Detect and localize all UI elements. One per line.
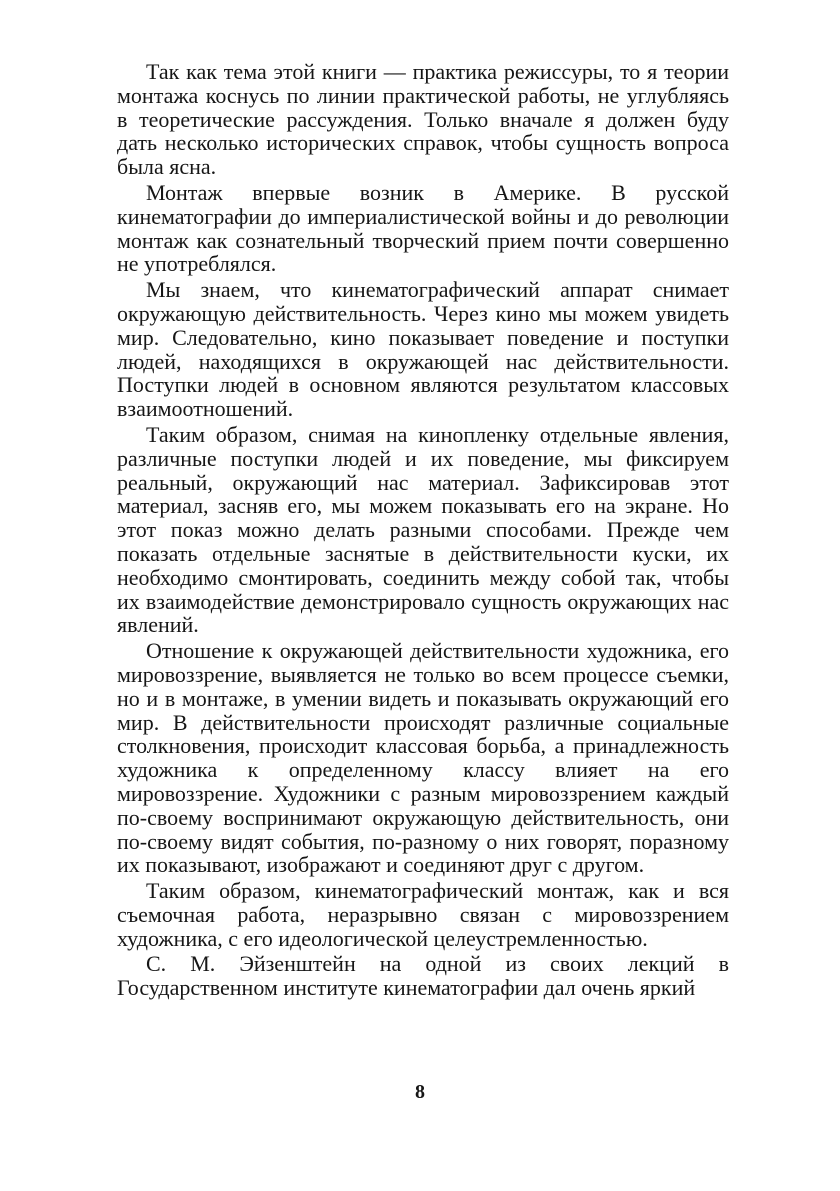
paragraph-1: Так как тема этой книги — практика режиссуры, то я теории монтажа коснусь по линии практической работы, не углубляясь в теоретические рассуждения. Только вначале я должен буду дать несколько исторических справок, чтобы сущность вопроса была ясна. [117, 59, 729, 180]
paragraph-2: Монтаж впервые возник в Америке. В русской кинематографии до империалистической войны и до революции монтаж как сознательный творческий прием почти совершенно не употреблялся. [117, 179, 729, 277]
paragraph-3: Мы знаем, что кинематографический аппарат снимает окружающую действительность. Через кино мы можем увидеть мир. Следовательно, кино показывает поведение и поступки людей, находящихся в окружающей нас действительности. Поступки людей в основном являются результатом классовых взаимоотношений. [117, 277, 729, 422]
paragraph-5: Отношение к окружающей действительности художника, его мировоззрение, выявляется не только во всем процессе съемки, но и в монтаже, в умении видеть и показывать окружающий его мир. В действительности происходят различные социальные столкновения, происходит классовая борьба, а принадлежность художника к определенному классу влияет на его мировоззрение. Художники с разным мировоззрением каждый по-своему воспринимают окружающую действительность, они по-своему видят события, по-разному о них говорят, поразному их показывают, изображают и соединяют друг с другом. [117, 638, 729, 878]
body-text [117, 60, 729, 1002]
paragraph-4: Таким образом, снимая на кинопленку отдельные явления, различные поступки людей и их поведение, мы фиксируем реальный, окружающий нас материал. Зафиксировав этот материал, засняв его, мы можем показывать его на экране. Но этот показ можно делать разными способами. Прежде чем показать отдельные заснятые в действительности куски, их необходимо смонтировать, соединить между собой так, чтобы их взаимодействие демонстрировало сущность окружающих нас явлений. [117, 421, 729, 638]
paragraph-6: Таким образом, кинематографический монтаж, как и вся съемочная работа, неразрывно связан с мировоззрением художника, с его идеологической целеустремленностью. [117, 878, 729, 951]
page-number: 8 [415, 1081, 425, 1103]
paragraph-7: С. М. Эйзенштейн на одной из своих лекций в Государственном институте кинематографии дал очень яркий [117, 951, 729, 1001]
